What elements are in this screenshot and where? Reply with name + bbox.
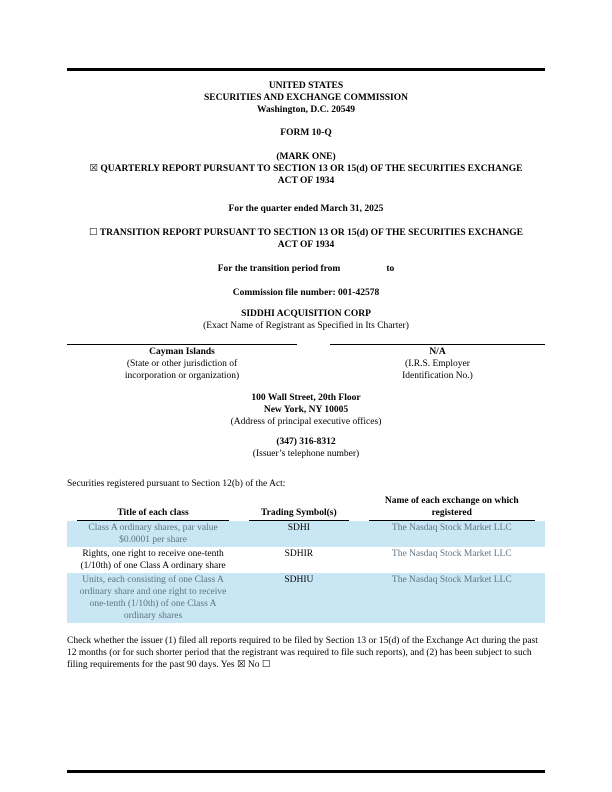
sec-header xyxy=(67,80,545,116)
irs-caption-line2: Identification No.) xyxy=(402,371,473,381)
jurisdiction-caption-line2: incorporation or organization) xyxy=(124,371,240,381)
security-symbol: SDHIR xyxy=(284,549,314,559)
jurisdiction-section xyxy=(67,344,545,382)
security-title: Units, each consisting of one Class A ordinary share and one right to receive one-tenth (1/10th) of one Class A ordinary shares xyxy=(79,575,227,621)
column-header-label: Name of each exchange on which registered xyxy=(369,495,535,521)
column-header-label: Trading Symbol(s) xyxy=(249,507,349,521)
mark-one-label: (MARK ONE) xyxy=(276,152,336,162)
checkbox-checked-icon: ☒ xyxy=(236,659,246,670)
security-title: Rights, one right to receive one-tenth (1/10th) of one Class A ordinary share xyxy=(80,549,226,571)
yes-label: Yes xyxy=(220,660,235,670)
address-line1: 100 Wall Street, 20th Floor xyxy=(251,393,361,403)
transition-statement-line2: ACT OF 1934 xyxy=(277,240,335,250)
no-label: No xyxy=(247,660,260,670)
quarterly-statement-line2: ACT OF 1934 xyxy=(277,176,335,186)
jurisdiction-block xyxy=(67,344,297,382)
column-header-label: Title of each class xyxy=(77,507,229,521)
transition-period-line xyxy=(67,263,545,275)
transition-period-suffix: to xyxy=(386,264,395,274)
quarter-ended-line: For the quarter ended March 31, 2025 xyxy=(228,204,384,214)
united-states-label: UNITED STATES xyxy=(268,81,344,91)
registrant-name: SIDDHI ACQUISITION CORP xyxy=(241,309,371,319)
transition-period-prefix: For the transition period from xyxy=(217,264,341,274)
form-title: FORM 10-Q xyxy=(280,128,332,138)
security-row-rights xyxy=(67,547,545,573)
irs-caption-line1: (I.R.S. Employer xyxy=(405,359,470,369)
top-rule xyxy=(67,68,545,71)
address-block xyxy=(67,392,545,428)
phone-number: (347) 316-8312 xyxy=(276,437,336,447)
security-row-class-a-shares xyxy=(67,521,545,547)
address-caption: (Address of principal executive offices) xyxy=(230,417,382,427)
irs-value: N/A xyxy=(429,347,446,357)
security-exchange: The Nasdaq Stock Market LLC xyxy=(391,575,512,585)
security-symbol: SDHI xyxy=(287,523,310,533)
securities-intro: Securities registered pursuant to Section 12(b) of the Act: xyxy=(67,479,286,489)
checkbox-empty-icon: ☐ xyxy=(261,659,271,670)
registrant-header xyxy=(67,308,545,332)
quarterly-report-statement xyxy=(67,163,545,187)
column-header-exchange xyxy=(359,495,545,521)
security-symbol: SDHIU xyxy=(284,575,314,585)
jurisdiction-caption-line1: (State or other jurisdiction of xyxy=(126,359,238,369)
security-exchange: The Nasdaq Stock Market LLC xyxy=(391,549,512,559)
phone-caption: (Issuer’s telephone number) xyxy=(252,449,360,459)
commission-file-number: Commission file number: 001-42578 xyxy=(232,288,380,298)
bottom-rule xyxy=(67,770,545,773)
irs-block xyxy=(330,344,545,382)
compliance-statement xyxy=(67,635,545,671)
transition-statement-line1: TRANSITION REPORT PURSUANT TO SECTION 13 OR 15(d) OF THE SECURITIES EXCHANGE xyxy=(99,228,523,238)
jurisdiction-value: Cayman Islands xyxy=(149,347,215,357)
transition-report-statement xyxy=(67,227,545,251)
phone-block xyxy=(67,436,545,460)
column-header-title-of-class xyxy=(67,495,239,521)
securities-table xyxy=(67,495,545,623)
security-title: Class A ordinary shares, par value $0.0001 per share xyxy=(88,523,218,545)
registrant-name-caption: (Exact Name of Registrant as Specified in Its Charter) xyxy=(203,321,409,331)
checkbox-empty-icon: ☐ xyxy=(89,227,98,238)
security-exchange: The Nasdaq Stock Market LLC xyxy=(391,523,512,533)
securities-table-header-row xyxy=(67,495,545,521)
address-line2: New York, NY 10005 xyxy=(263,405,349,415)
checkbox-checked-icon: ☒ xyxy=(89,163,99,174)
column-header-trading-symbol xyxy=(239,495,359,521)
sec-address-label: Washington, D.C. 20549 xyxy=(257,105,355,115)
quarterly-statement-line1: QUARTERLY REPORT PURSUANT TO SECTION 13 OR 15(d) OF THE SECURITIES EXCHANGE xyxy=(100,164,523,174)
compliance-text: Check whether the issuer (1) filed all reports required to be filed by Section 13 or 15(d) of the Exchange Act during the past 12 months (or for such shorter period that the registrant was required to file such reports), and (2) has been subject to such filing requirements for the past 90 days. xyxy=(67,636,538,670)
sec-commission-label: SECURITIES AND EXCHANGE COMMISSION xyxy=(203,93,409,103)
security-row-units xyxy=(67,573,545,623)
